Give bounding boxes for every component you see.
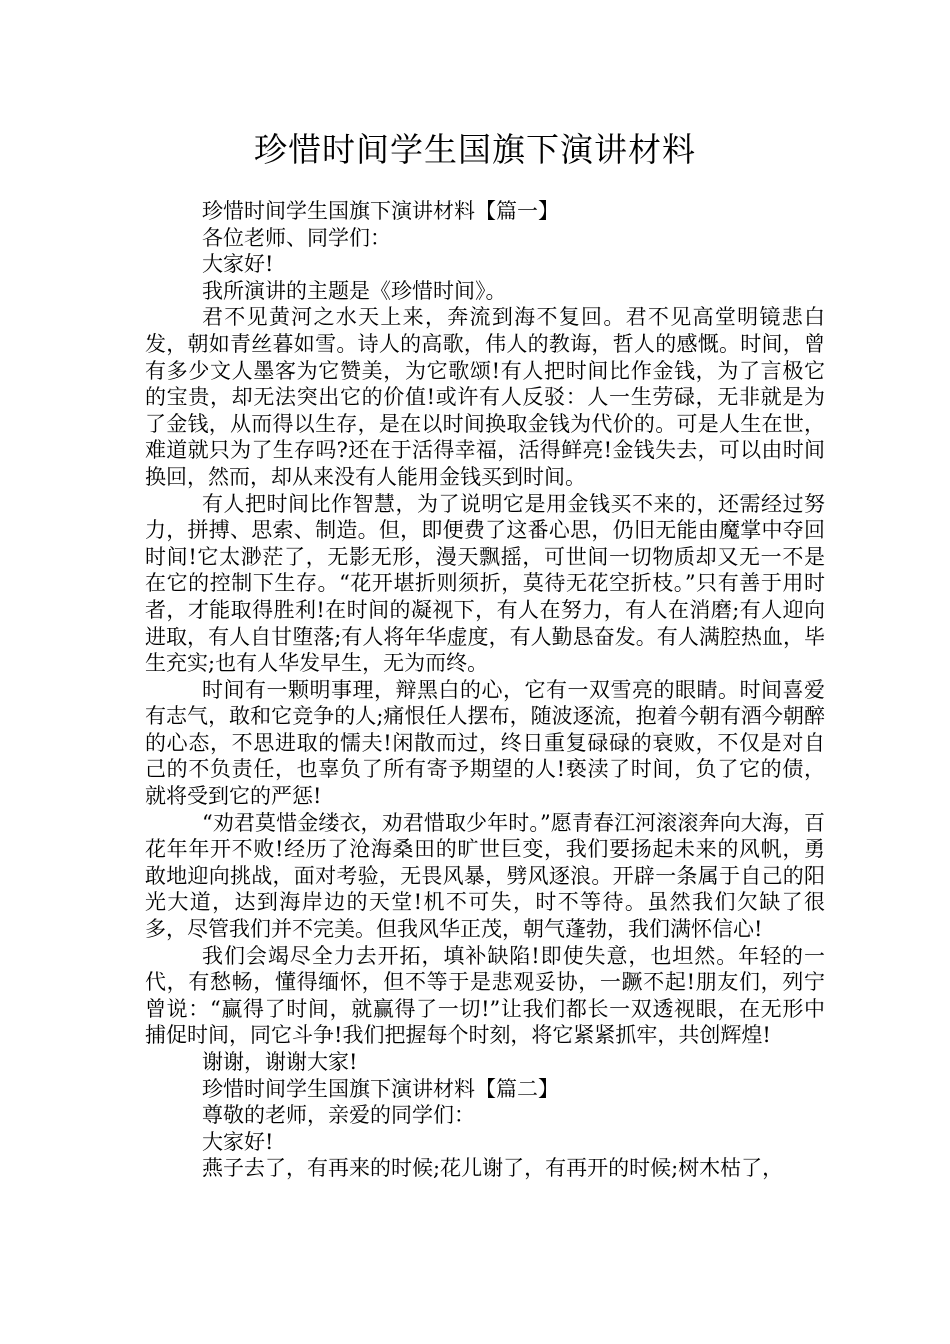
document-title: 珍惜时间学生国旗下演讲材料 bbox=[254, 130, 696, 169]
paragraph: 君不见黄河之水天上来，奔流到海不复回。君不见高堂明镜悲白发，朝如青丝暮如雪。诗人的高歌，伟人的教诲，哲人的感慨。时间，曾有多少文人墨客为它赞美，为它歌颂!有人把时间比作金钱，为了言极它的宝贵，却无法突出它的价值!或许有人反驳：人一生劳碌，无非就是为了金钱，从而得以生存，是在以时间换取金钱为代价的。可是人生在世，难道就只为了生存吗?还在于活得幸福，活得鲜亮!金钱失去，可以由时间换回，然而，却从来没有人能用金钱买到时间。 bbox=[145, 305, 825, 489]
topic-line: 我所演讲的主题是《珍惜时间》。 bbox=[202, 278, 507, 303]
thanks-line: 谢谢，谢谢大家! bbox=[202, 1050, 358, 1074]
paragraph: 有人把时间比作智慧，为了说明它是用金钱买不来的，还需经过努力，拼搏、思索、制造。但，即便费了这番心思，仍旧无能由魔掌中夺回时间!它太渺茫了，无影无形，漫天飘摇，可世间一切物质却又无一不是在它的控制下生存。“花开堪折则须折，莫待无花空折枝。”只有善于用时者，才能取得胜利!在时间的凝视下，有人在努力，有人在消磨;有人迎向进取，有人自甘堕落;有人将年华虚度，有人勤恳奋发。有人满腔热血，毕生充实;也有人华发早生，无为而终。 bbox=[145, 491, 825, 676]
paragraph: 我们会竭尽全力去开拓，填补缺陷!即使失意，也坦然。年轻的一代，有愁畅，懂得缅怀，但不等于是悲观妥协，一蹶不起!朋友们，列宁曾说：“赢得了时间，就赢得了一切!”让我们都长一双透视眼，在无形中捕促时间，同它斗争!我们把握每个时刻，将它紧紧抓牢，共创辉煌! bbox=[145, 943, 825, 1048]
greeting: 大家好! bbox=[202, 1129, 274, 1154]
paragraph: “劝君莫惜金缕衣，劝君惜取少年时。”愿青春江河滚滚奔向大海，百花年年开不败!经历了沧海桑田的旷世巨变，我们要扬起未来的风帆，勇敢地迎向挑战，面对考验，无畏风暴，劈风逐浪。开辟一条属于自己的阳光大道，达到海岸边的天堂!机不可失，时不等待。虽然我们欠缺了很多，尽管我们并不完美。但我风华正茂，朝气蓬勃，我们满怀信心! bbox=[145, 810, 825, 942]
section-heading-2: 珍惜时间学生国旗下演讲材料【篇二】 bbox=[202, 1076, 559, 1101]
greeting: 大家好! bbox=[202, 252, 274, 277]
salutation: 各位老师、同学们： bbox=[202, 225, 391, 250]
section-heading-1: 珍惜时间学生国旗下演讲材料【篇一】 bbox=[202, 199, 559, 223]
document-body bbox=[145, 198, 825, 1182]
paragraph-start: 燕子去了，有再来的时候;花儿谢了，有再开的时候;树木枯了， bbox=[202, 1156, 784, 1181]
paragraph: 时间有一颗明事理，辩黑白的心，它有一双雪亮的眼睛。时间喜爱有志气，敢和它竞争的人;痛恨任人摆布，随波逐流，抱着今朝有酒今朝醉的心态，不思进取的懦夫!闲散而过，终日重复碌碌的衰败，不仅是对自己的不负责任，也辜负了所有寄予期望的人!亵渎了时间，负了它的债，就将受到它的严惩! bbox=[145, 677, 825, 809]
salutation: 尊敬的老师，亲爱的同学们： bbox=[202, 1103, 475, 1128]
